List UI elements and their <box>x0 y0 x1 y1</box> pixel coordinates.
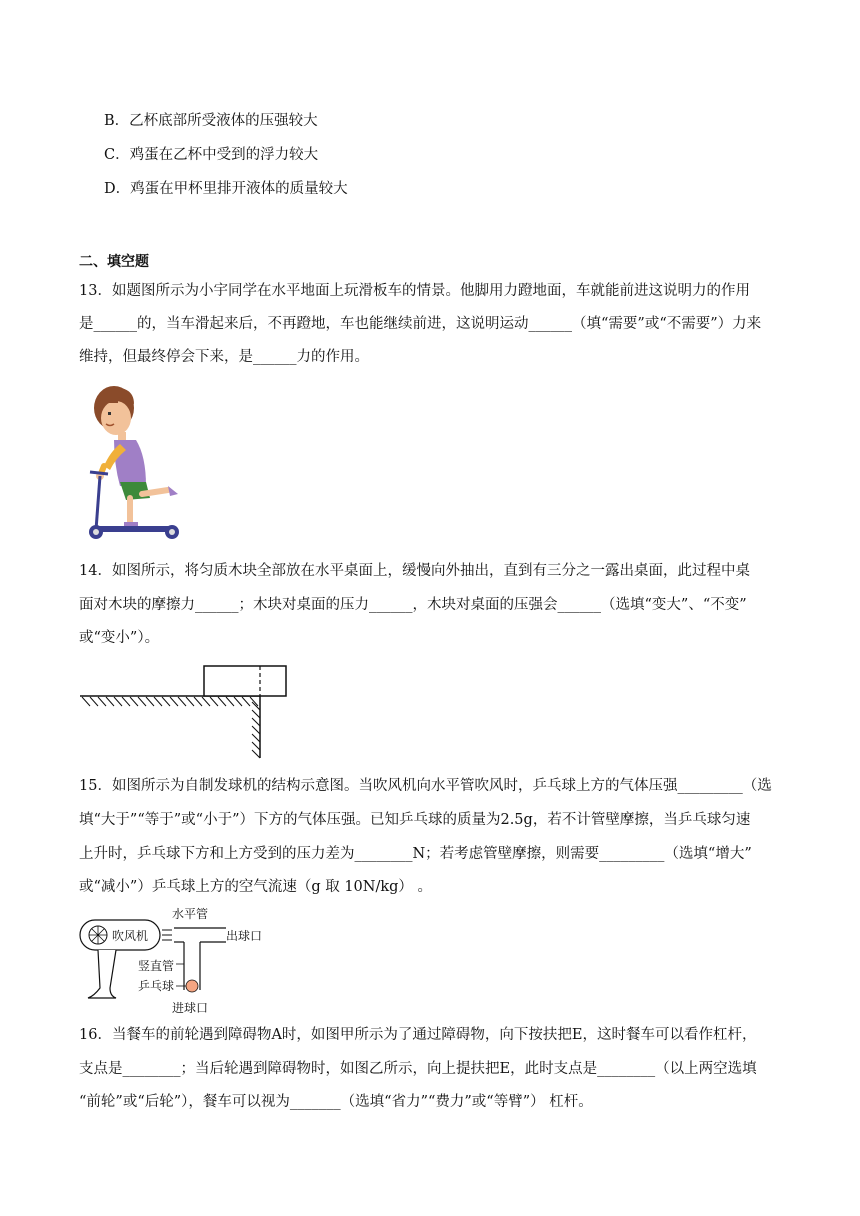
q14-line-3: 或“变小”）。 <box>79 630 160 646</box>
label-ball: 乒乓球 <box>138 979 175 993</box>
ball-launcher-diagram <box>76 904 276 1018</box>
q13-line-1: 13．如题图所示为小宇同学在水平地面上玩滑板车的情景。他脚用力蹬地面，车就能前进这说明力的作用 <box>79 283 750 299</box>
q15-line-4: 或“减小”）乒乓球上方的空气流速（g 取 10N/kg） 。 <box>79 879 433 895</box>
block-on-table-diagram <box>76 660 296 760</box>
q15-line-1: 15．如图所示为自制发球机的结构示意图。当吹风机向水平管吹风时，乒乓球上方的气体压强_________（选 <box>79 778 772 794</box>
option-d: D．鸡蛋在甲杯里排开液体的质量较大 <box>104 181 348 197</box>
q15-line-2: 填“大于”“等于”或“小于”）下方的气体压强。已知乒乓球的质量为2.5g，若不计管壁摩擦，当乒乓球匀速 <box>79 812 751 828</box>
q14-line-1: 14．如图所示，将匀质木块全部放在水平桌面上，缓慢向外抽出，直到有三分之一露出桌面，此过程中桌 <box>79 563 750 579</box>
option-b: B．乙杯底部所受液体的压强较大 <box>104 113 318 129</box>
option-c: C．鸡蛋在乙杯中受到的浮力较大 <box>104 147 319 163</box>
label-vertical-pipe: 竖直管 <box>138 959 175 973</box>
scooter-kid-illustration <box>80 382 190 540</box>
q14-line-2: 面对木块的摩擦力______；木块对桌面的压力______，木块对桌面的压强会______（选填“变大”、“不变” <box>79 597 747 613</box>
q13-line-3: 维持，但最终停会下来，是______力的作用。 <box>79 349 369 365</box>
label-blower: 吹风机 <box>112 929 149 943</box>
label-outlet: 出球口 <box>226 929 263 943</box>
q15-line-3: 上升时，乒乓球下方和上方受到的压力差为________N；若考虑管壁摩擦，则需要_________（选填“增大” <box>79 846 752 862</box>
q13-line-2: 是______的，当车滑起来后，不再蹬地，车也能继续前进，这说明运动______（填“需要”或“不需要”）力来 <box>79 316 762 332</box>
label-horizontal-pipe: 水平管 <box>172 907 209 921</box>
section-title: 二、填空题 <box>79 254 149 270</box>
q16-line-2: 支点是________；当后轮遇到障碍物时，如图乙所示，向上提扶把E，此时支点是________（以上两空选填 <box>79 1061 757 1077</box>
q16-line-1: 16．当餐车的前轮遇到障碍物A时，如图甲所示为了通过障碍物，向下按扶把E，这时餐车可以看作杠杆， <box>79 1027 757 1043</box>
q16-line-3: “前轮”或“后轮”），餐车可以视为_______（选填“省力”“费力”或“等臂”） 杠杆。 <box>79 1094 593 1110</box>
label-inlet: 进球口 <box>172 1001 209 1015</box>
